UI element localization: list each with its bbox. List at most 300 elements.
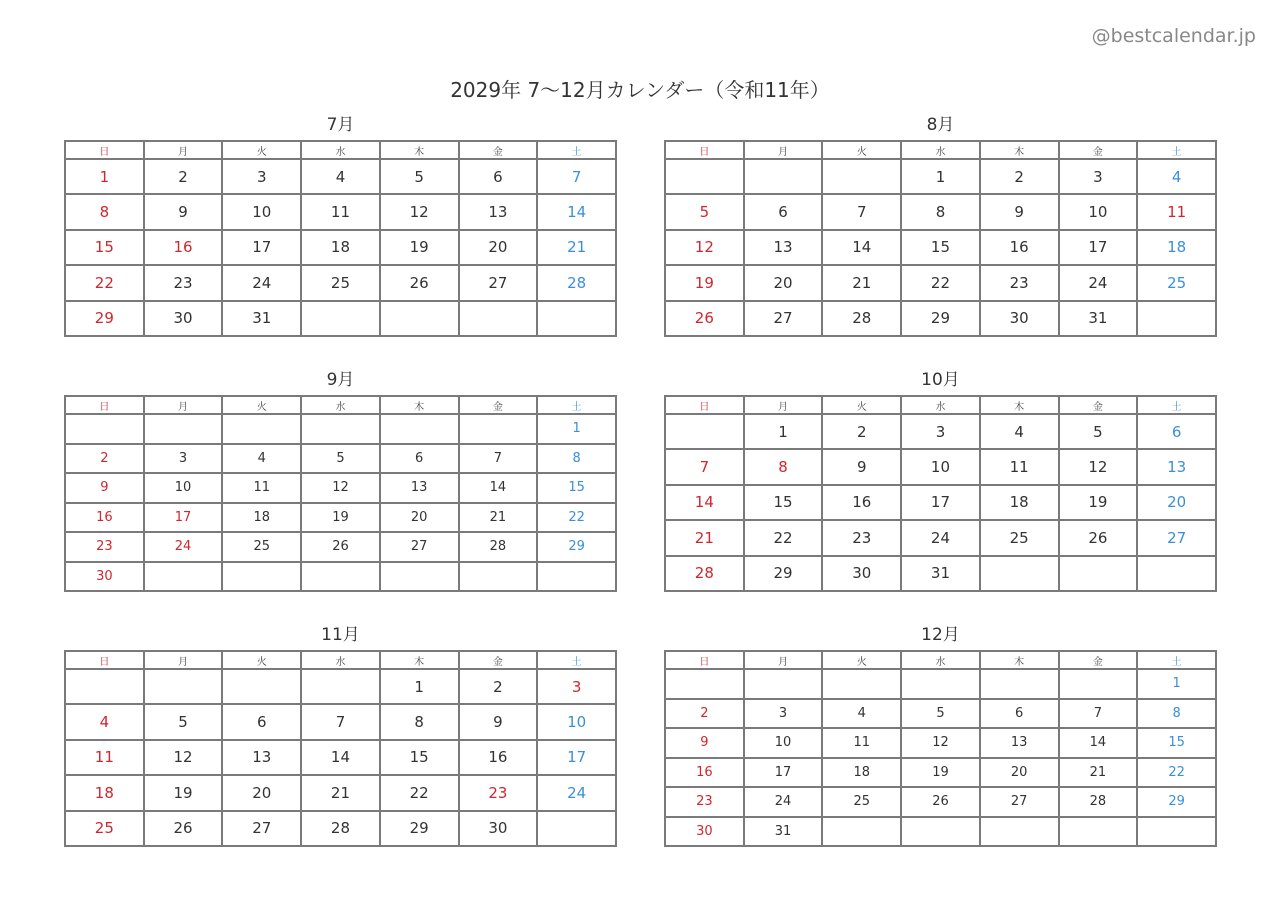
empty-cell (144, 562, 223, 592)
weekday-header: 月 (144, 396, 223, 414)
day-cell: 21 (301, 775, 380, 810)
day-cell: 5 (301, 444, 380, 474)
week-row (65, 740, 616, 775)
weekday-header-row (65, 141, 616, 159)
day-cell: 2 (459, 669, 538, 704)
day-cell: 13 (222, 740, 301, 775)
day-cell: 16 (980, 230, 1059, 265)
day-cell: 1 (537, 414, 616, 444)
month-calendar (64, 625, 617, 847)
week-row (665, 449, 1216, 484)
empty-cell (301, 414, 380, 444)
day-cell: 15 (537, 473, 616, 503)
weekday-header-row (65, 651, 616, 669)
empty-cell (1059, 556, 1138, 591)
day-cell: 24 (901, 520, 980, 555)
day-cell: 9 (65, 473, 144, 503)
day-cell: 6 (980, 699, 1059, 729)
weekday-header-row (665, 651, 1216, 669)
day-cell: 17 (744, 758, 823, 788)
week-row (665, 230, 1216, 265)
month-calendar (64, 370, 617, 592)
weekday-header: 水 (301, 141, 380, 159)
day-cell: 1 (1137, 669, 1216, 699)
weekday-header: 月 (744, 141, 823, 159)
day-cell: 26 (901, 787, 980, 817)
empty-cell (222, 562, 301, 592)
day-cell: 8 (744, 449, 823, 484)
day-cell: 2 (665, 699, 744, 729)
day-cell: 19 (665, 265, 744, 300)
weekday-header: 日 (665, 141, 744, 159)
day-cell: 24 (744, 787, 823, 817)
day-cell: 27 (222, 811, 301, 846)
day-cell: 20 (744, 265, 823, 300)
day-cell: 15 (901, 230, 980, 265)
weekday-header: 水 (901, 141, 980, 159)
empty-cell (1137, 301, 1216, 336)
month-title: 8月 (926, 115, 955, 135)
weekday-header: 土 (1137, 141, 1216, 159)
day-cell: 19 (380, 230, 459, 265)
day-cell: 21 (537, 230, 616, 265)
week-row (665, 758, 1216, 788)
day-cell: 4 (980, 414, 1059, 449)
day-cell: 21 (459, 503, 538, 533)
day-cell: 19 (1059, 485, 1138, 520)
empty-cell (744, 159, 823, 194)
week-row (65, 669, 616, 704)
day-cell: 10 (744, 728, 823, 758)
weekday-header: 土 (1137, 396, 1216, 414)
weekday-header: 金 (1059, 396, 1138, 414)
site-credit: @bestcalendar.jp (1091, 25, 1256, 47)
empty-cell (1059, 817, 1138, 847)
day-cell: 13 (744, 230, 823, 265)
weekday-header: 木 (380, 396, 459, 414)
day-cell: 27 (980, 787, 1059, 817)
day-cell: 15 (1137, 728, 1216, 758)
day-cell: 18 (222, 503, 301, 533)
day-cell: 12 (301, 473, 380, 503)
weekday-header: 金 (459, 396, 538, 414)
day-cell: 26 (144, 811, 223, 846)
weekday-header: 水 (901, 396, 980, 414)
day-cell: 22 (537, 503, 616, 533)
weekday-header: 金 (459, 141, 538, 159)
day-cell: 11 (1137, 194, 1216, 229)
empty-cell (980, 817, 1059, 847)
month-calendar (664, 370, 1217, 592)
day-cell: 23 (822, 520, 901, 555)
day-cell: 17 (901, 485, 980, 520)
day-cell: 15 (65, 230, 144, 265)
weekday-header-row (65, 396, 616, 414)
day-cell: 11 (822, 728, 901, 758)
day-cell: 10 (901, 449, 980, 484)
day-cell: 29 (380, 811, 459, 846)
day-cell: 24 (222, 265, 301, 300)
week-row (65, 532, 616, 562)
day-cell: 7 (665, 449, 744, 484)
day-cell: 9 (822, 449, 901, 484)
weekday-header: 水 (301, 651, 380, 669)
day-cell: 2 (822, 414, 901, 449)
day-cell: 28 (822, 301, 901, 336)
day-cell: 30 (65, 562, 144, 592)
day-cell: 28 (1059, 787, 1138, 817)
weekday-header: 火 (222, 651, 301, 669)
weekday-header: 木 (380, 141, 459, 159)
empty-cell (1137, 556, 1216, 591)
day-cell: 15 (744, 485, 823, 520)
day-cell: 18 (822, 758, 901, 788)
week-row (665, 787, 1216, 817)
weekday-header: 金 (459, 651, 538, 669)
day-cell: 25 (822, 787, 901, 817)
day-cell: 12 (1059, 449, 1138, 484)
day-cell: 14 (459, 473, 538, 503)
empty-cell (1059, 669, 1138, 699)
day-cell: 1 (901, 159, 980, 194)
week-row (665, 301, 1216, 336)
day-cell: 23 (665, 787, 744, 817)
day-cell: 20 (222, 775, 301, 810)
empty-cell (901, 817, 980, 847)
week-row (65, 811, 616, 846)
weekday-header: 土 (537, 141, 616, 159)
day-cell: 4 (65, 704, 144, 739)
day-cell: 8 (901, 194, 980, 229)
empty-cell (144, 669, 223, 704)
day-cell: 5 (144, 704, 223, 739)
day-cell: 5 (380, 159, 459, 194)
day-cell: 7 (822, 194, 901, 229)
weekday-header: 月 (744, 396, 823, 414)
day-cell: 10 (222, 194, 301, 229)
empty-cell (665, 159, 744, 194)
day-cell: 9 (980, 194, 1059, 229)
day-cell: 13 (380, 473, 459, 503)
day-cell: 21 (665, 520, 744, 555)
day-cell: 10 (1059, 194, 1138, 229)
day-cell: 22 (1137, 758, 1216, 788)
day-cell: 24 (144, 532, 223, 562)
empty-cell (301, 669, 380, 704)
day-cell: 12 (380, 194, 459, 229)
week-row (65, 265, 616, 300)
day-cell: 21 (1059, 758, 1138, 788)
week-row (65, 704, 616, 739)
weekday-header: 月 (744, 651, 823, 669)
week-row (665, 699, 1216, 729)
day-cell: 28 (301, 811, 380, 846)
day-cell: 3 (901, 414, 980, 449)
day-cell: 27 (744, 301, 823, 336)
weekday-header-row (665, 141, 1216, 159)
day-cell: 6 (380, 444, 459, 474)
month-table (64, 140, 617, 337)
weekday-header: 土 (537, 396, 616, 414)
week-row (65, 562, 616, 592)
empty-cell (380, 414, 459, 444)
day-cell: 15 (380, 740, 459, 775)
day-cell: 4 (301, 159, 380, 194)
day-cell: 31 (1059, 301, 1138, 336)
day-cell: 6 (1137, 414, 1216, 449)
week-row (665, 817, 1216, 847)
day-cell: 29 (744, 556, 823, 591)
empty-cell (380, 562, 459, 592)
empty-cell (144, 414, 223, 444)
empty-cell (65, 414, 144, 444)
empty-cell (301, 562, 380, 592)
empty-cell (744, 669, 823, 699)
day-cell: 2 (980, 159, 1059, 194)
day-cell: 29 (537, 532, 616, 562)
week-row (665, 194, 1216, 229)
day-cell: 23 (144, 265, 223, 300)
day-cell: 1 (65, 159, 144, 194)
empty-cell (537, 301, 616, 336)
day-cell: 19 (301, 503, 380, 533)
week-row (665, 485, 1216, 520)
day-cell: 6 (459, 159, 538, 194)
weekday-header: 木 (980, 651, 1059, 669)
day-cell: 21 (822, 265, 901, 300)
day-cell: 16 (665, 758, 744, 788)
weekday-header: 土 (1137, 651, 1216, 669)
day-cell: 9 (665, 728, 744, 758)
day-cell: 11 (301, 194, 380, 229)
day-cell: 6 (222, 704, 301, 739)
day-cell: 13 (1137, 449, 1216, 484)
day-cell: 30 (144, 301, 223, 336)
weekday-header: 日 (665, 396, 744, 414)
day-cell: 11 (980, 449, 1059, 484)
week-row (665, 728, 1216, 758)
month-calendar (664, 115, 1217, 337)
empty-cell (65, 669, 144, 704)
day-cell: 27 (1137, 520, 1216, 555)
day-cell: 3 (537, 669, 616, 704)
day-cell: 9 (144, 194, 223, 229)
day-cell: 23 (980, 265, 1059, 300)
day-cell: 25 (1137, 265, 1216, 300)
empty-cell (459, 301, 538, 336)
month-table (64, 650, 617, 847)
page-title: 2029年 7〜12月カレンダー（令和11年） (450, 78, 830, 102)
empty-cell (822, 669, 901, 699)
day-cell: 10 (144, 473, 223, 503)
day-cell: 3 (144, 444, 223, 474)
day-cell: 28 (665, 556, 744, 591)
day-cell: 4 (222, 444, 301, 474)
week-row (65, 194, 616, 229)
week-row (65, 473, 616, 503)
day-cell: 9 (459, 704, 538, 739)
day-cell: 14 (665, 485, 744, 520)
day-cell: 12 (144, 740, 223, 775)
day-cell: 4 (1137, 159, 1216, 194)
week-row (65, 503, 616, 533)
day-cell: 17 (1059, 230, 1138, 265)
empty-cell (665, 414, 744, 449)
weekday-header: 火 (222, 141, 301, 159)
day-cell: 8 (537, 444, 616, 474)
day-cell: 1 (380, 669, 459, 704)
day-cell: 18 (65, 775, 144, 810)
weekday-header-row (665, 396, 1216, 414)
day-cell: 14 (1059, 728, 1138, 758)
week-row (65, 230, 616, 265)
day-cell: 16 (65, 503, 144, 533)
weekday-header: 木 (980, 396, 1059, 414)
day-cell: 5 (901, 699, 980, 729)
month-table (664, 395, 1217, 592)
day-cell: 13 (459, 194, 538, 229)
empty-cell (980, 556, 1059, 591)
weekday-header: 木 (380, 651, 459, 669)
day-cell: 25 (65, 811, 144, 846)
day-cell: 14 (537, 194, 616, 229)
weekday-header: 火 (822, 141, 901, 159)
day-cell: 30 (665, 817, 744, 847)
day-cell: 2 (144, 159, 223, 194)
day-cell: 13 (980, 728, 1059, 758)
month-calendar (64, 115, 617, 337)
day-cell: 19 (144, 775, 223, 810)
weekday-header: 火 (222, 396, 301, 414)
day-cell: 4 (822, 699, 901, 729)
day-cell: 29 (901, 301, 980, 336)
day-cell: 22 (901, 265, 980, 300)
day-cell: 16 (144, 230, 223, 265)
weekday-header: 土 (537, 651, 616, 669)
day-cell: 30 (459, 811, 538, 846)
month-table (664, 650, 1217, 847)
day-cell: 11 (65, 740, 144, 775)
empty-cell (980, 669, 1059, 699)
empty-cell (1137, 817, 1216, 847)
day-cell: 10 (537, 704, 616, 739)
day-cell: 3 (744, 699, 823, 729)
day-cell: 29 (1137, 787, 1216, 817)
day-cell: 3 (222, 159, 301, 194)
week-row (65, 414, 616, 444)
weekday-header: 金 (1059, 141, 1138, 159)
weekday-header: 火 (822, 651, 901, 669)
empty-cell (301, 301, 380, 336)
weekday-header: 日 (65, 651, 144, 669)
weekday-header: 火 (822, 396, 901, 414)
month-title: 10月 (921, 370, 960, 390)
day-cell: 14 (822, 230, 901, 265)
week-row (65, 775, 616, 810)
day-cell: 30 (822, 556, 901, 591)
day-cell: 8 (380, 704, 459, 739)
day-cell: 25 (222, 532, 301, 562)
month-title: 9月 (326, 370, 355, 390)
day-cell: 18 (1137, 230, 1216, 265)
day-cell: 26 (380, 265, 459, 300)
day-cell: 7 (301, 704, 380, 739)
weekday-header: 日 (65, 396, 144, 414)
month-table (664, 140, 1217, 337)
day-cell: 16 (822, 485, 901, 520)
day-cell: 24 (537, 775, 616, 810)
day-cell: 12 (901, 728, 980, 758)
week-row (665, 669, 1216, 699)
day-cell: 31 (222, 301, 301, 336)
day-cell: 18 (301, 230, 380, 265)
week-row (665, 265, 1216, 300)
weekday-header: 水 (901, 651, 980, 669)
day-cell: 17 (144, 503, 223, 533)
month-title: 12月 (921, 625, 960, 645)
day-cell: 12 (665, 230, 744, 265)
day-cell: 27 (459, 265, 538, 300)
day-cell: 25 (301, 265, 380, 300)
day-cell: 6 (744, 194, 823, 229)
day-cell: 2 (65, 444, 144, 474)
weekday-header: 木 (980, 141, 1059, 159)
day-cell: 5 (665, 194, 744, 229)
day-cell: 20 (380, 503, 459, 533)
day-cell: 18 (980, 485, 1059, 520)
week-row (665, 556, 1216, 591)
day-cell: 22 (380, 775, 459, 810)
day-cell: 20 (459, 230, 538, 265)
day-cell: 20 (1137, 485, 1216, 520)
weekday-header: 金 (1059, 651, 1138, 669)
day-cell: 26 (301, 532, 380, 562)
day-cell: 30 (980, 301, 1059, 336)
empty-cell (537, 562, 616, 592)
empty-cell (459, 414, 538, 444)
day-cell: 17 (537, 740, 616, 775)
day-cell: 20 (980, 758, 1059, 788)
week-row (65, 301, 616, 336)
weekday-header: 月 (144, 651, 223, 669)
month-title: 7月 (326, 115, 355, 135)
weekday-header: 水 (301, 396, 380, 414)
day-cell: 22 (744, 520, 823, 555)
day-cell: 23 (459, 775, 538, 810)
day-cell: 3 (1059, 159, 1138, 194)
empty-cell (537, 811, 616, 846)
day-cell: 7 (459, 444, 538, 474)
week-row (665, 159, 1216, 194)
week-row (665, 520, 1216, 555)
empty-cell (222, 414, 301, 444)
month-title: 11月 (321, 625, 360, 645)
empty-cell (901, 669, 980, 699)
empty-cell (222, 669, 301, 704)
week-row (65, 159, 616, 194)
month-calendar (664, 625, 1217, 847)
day-cell: 19 (901, 758, 980, 788)
day-cell: 11 (222, 473, 301, 503)
empty-cell (459, 562, 538, 592)
day-cell: 8 (65, 194, 144, 229)
empty-cell (665, 669, 744, 699)
day-cell: 27 (380, 532, 459, 562)
day-cell: 8 (1137, 699, 1216, 729)
weekday-header: 日 (65, 141, 144, 159)
day-cell: 7 (1059, 699, 1138, 729)
day-cell: 5 (1059, 414, 1138, 449)
